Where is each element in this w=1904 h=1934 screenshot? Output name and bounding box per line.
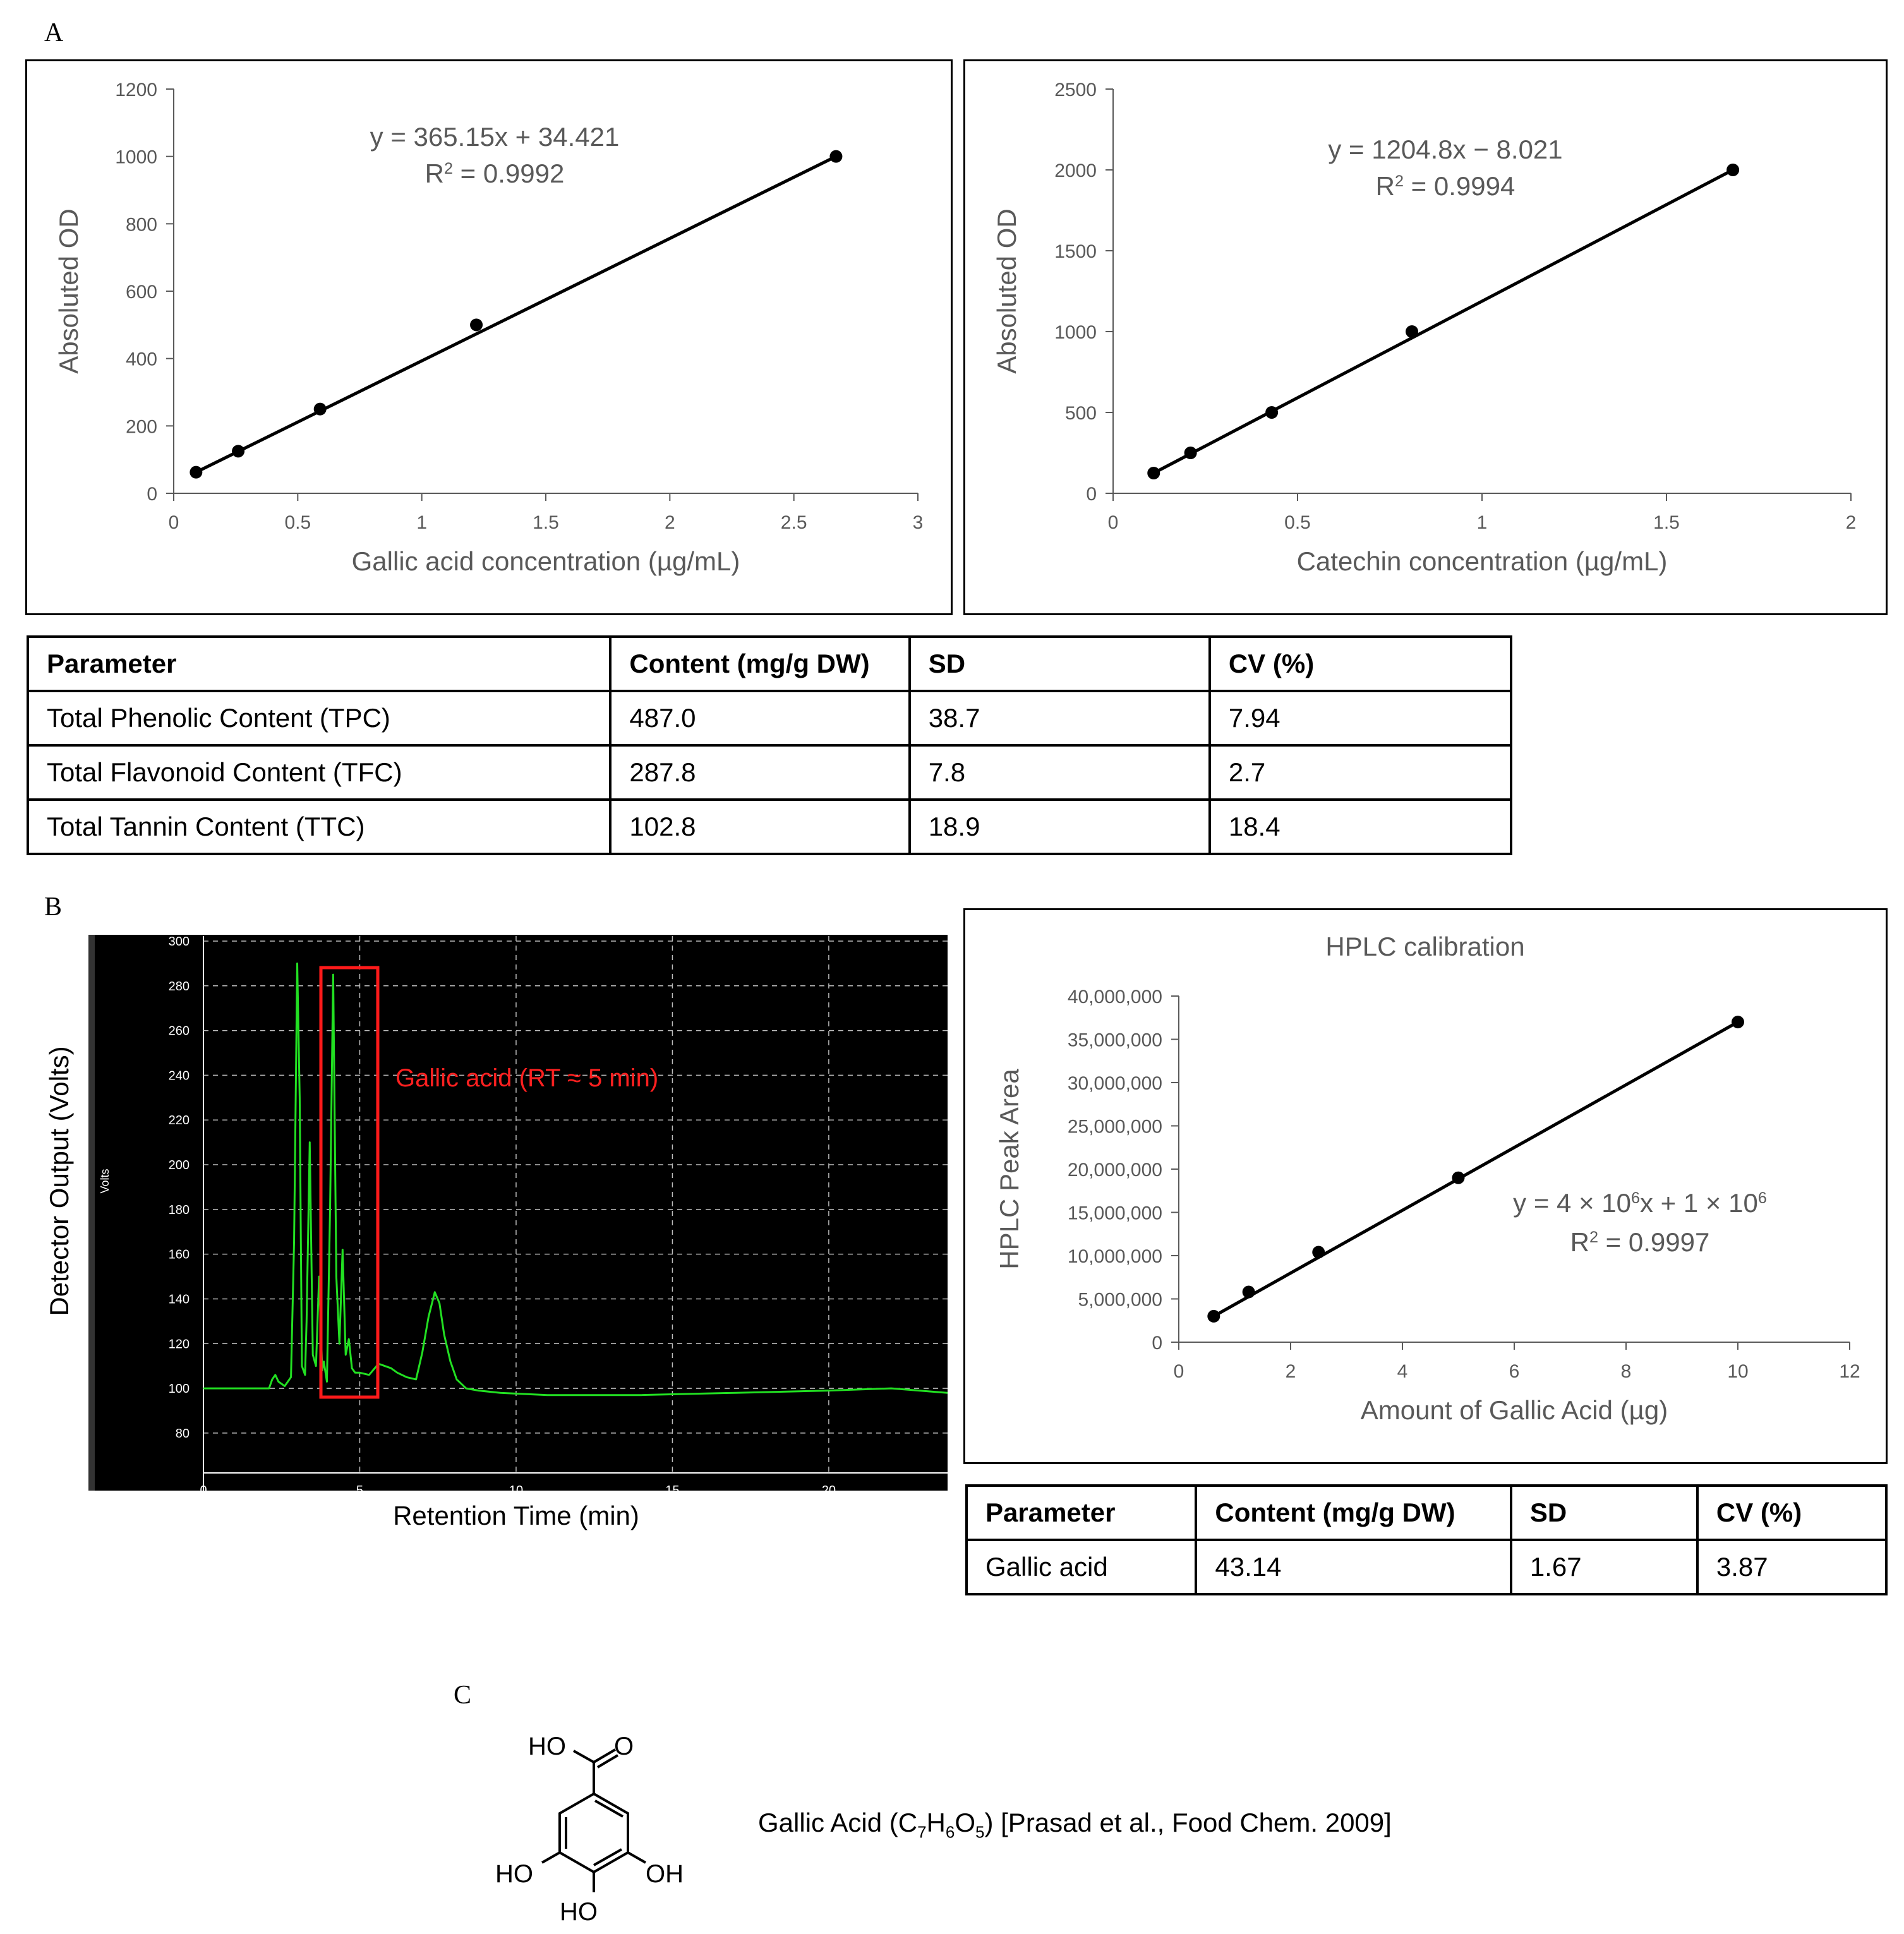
y-tick-label: 0: [147, 484, 157, 505]
r-squared-label: [1570, 1227, 1710, 1257]
benzene-ring: [542, 1750, 646, 1892]
x-tick-label: 1.5: [1653, 512, 1680, 533]
y-tick-label: 20,000,000: [1067, 1160, 1162, 1180]
x-tick-label: 2.5: [780, 512, 807, 533]
y-tick-label: 800: [125, 214, 157, 236]
plot-left-edge: [88, 935, 95, 1491]
trendline-equation: y = 1204.8x − 8.021: [1328, 135, 1563, 164]
header-content: Content (mg/g DW): [610, 637, 909, 691]
cell-content: 487.0: [610, 691, 909, 745]
label-top-o: O: [614, 1733, 634, 1760]
cell-sd: 18.9: [910, 800, 1210, 854]
hplc-calibration-chart: [963, 908, 1888, 1464]
x-tick-label: 2: [1285, 1361, 1296, 1382]
cell-parameter: Total Flavonoid Content (TFC): [28, 745, 610, 800]
structure-caption: [758, 1808, 1392, 1842]
y-tick-label: 15,000,000: [1067, 1203, 1162, 1224]
cell-cv: 3.87: [1697, 1540, 1886, 1594]
y-tick-label: 0: [1152, 1333, 1162, 1354]
x-tick-label: 3: [912, 512, 924, 533]
y-tick-label: 100: [168, 1382, 190, 1396]
y-tick-label: 240: [168, 1069, 190, 1083]
y-tick-label: 1000: [1054, 322, 1097, 343]
x-tick-label: 8: [1620, 1361, 1632, 1382]
table-row: [967, 1540, 1886, 1594]
panel-label-a: A: [44, 18, 64, 47]
header-sd: SD: [910, 637, 1210, 691]
y-axis-title: HPLC Peak Area: [994, 1069, 1024, 1270]
y-tick-label: 180: [168, 1203, 190, 1217]
header-content: Content (mg/g DW): [1196, 1486, 1510, 1540]
y-tick-label: 2000: [1054, 160, 1097, 181]
data-point: [1452, 1172, 1465, 1184]
r-squared-label-part-1: 2: [1395, 172, 1404, 190]
y-tick-label: 10,000,000: [1067, 1246, 1162, 1267]
cell-cv: 7.94: [1210, 691, 1511, 745]
x-tick-label: 0.5: [1284, 512, 1311, 533]
y-tick-label: 2500: [1054, 80, 1097, 100]
cell-sd: 38.7: [910, 691, 1210, 745]
y-tick-label: 280: [168, 979, 190, 994]
table-row: [28, 800, 1511, 854]
y-tick-label: 35,000,000: [1067, 1030, 1162, 1051]
data-point: [1732, 1016, 1744, 1028]
units-label: Volts: [99, 1168, 111, 1194]
x-tick-label: 0: [1173, 1361, 1184, 1382]
trendline-equation-part-0: y = 4 × 10: [1513, 1188, 1631, 1218]
r-squared-label-part-1: 2: [444, 160, 454, 177]
cell-parameter: Total Phenolic Content (TPC): [28, 691, 610, 745]
y-tick-label: 0: [1086, 484, 1097, 505]
x-tick-label: 1.5: [533, 512, 559, 533]
caption-ref: ) [Prasad et al., Food Chem. 2009]: [984, 1808, 1392, 1837]
y-tick-label: 260: [168, 1024, 190, 1038]
data-point: [1207, 1310, 1220, 1323]
data-point: [1312, 1246, 1325, 1259]
r-squared-label-part-0: R: [1570, 1227, 1589, 1257]
r-squared-label-part-1: 2: [1589, 1228, 1599, 1246]
x-axis-title: Gallic acid concentration (µg/mL): [351, 546, 740, 576]
gallic-acid-structure: [480, 1699, 733, 1934]
y-axis-title: Detector Output (Volts): [44, 1046, 74, 1316]
trendline-equation: y = 365.15x + 34.421: [370, 122, 620, 152]
y-tick-label: 220: [168, 1114, 190, 1128]
y-tick-label: 200: [125, 416, 157, 438]
x-axis-title: Amount of Gallic Acid (µg): [1360, 1395, 1668, 1425]
trendline: [1214, 1022, 1738, 1316]
table-header-row: [967, 1486, 1886, 1540]
x-tick-label: 6: [1509, 1361, 1520, 1382]
cell-sd: 1.67: [1511, 1540, 1697, 1594]
hplc-chart-svg: [965, 910, 1886, 1462]
data-point: [1243, 1286, 1255, 1299]
r-squared-label-part-2: = 0.9992: [453, 159, 565, 188]
data-point: [1184, 447, 1197, 459]
data-point: [1726, 164, 1739, 176]
cell-sd: 7.8: [910, 745, 1210, 800]
table-row: [28, 691, 1511, 745]
header-sd: SD: [1511, 1486, 1697, 1540]
data-point: [470, 318, 483, 331]
y-tick-label: 1200: [115, 80, 157, 100]
x-tick-label: 0: [168, 512, 179, 533]
y-tick-label: 40,000,000: [1067, 987, 1162, 1007]
catechin-chart-svg: [965, 61, 1886, 613]
x-tick-label: 10: [509, 1484, 524, 1498]
y-tick-label: 600: [125, 282, 157, 303]
x-tick-label: 2: [1845, 512, 1857, 533]
y-tick-label: 120: [168, 1337, 190, 1352]
y-tick-label: 1000: [115, 147, 157, 168]
data-point: [314, 403, 327, 416]
trendline-equation-part-3: 6: [1757, 1189, 1767, 1207]
caption-name: Gallic Acid (C: [758, 1808, 918, 1837]
phenolic-content-table: [27, 635, 1512, 855]
header-parameter: Parameter: [28, 637, 610, 691]
panel-label-b: B: [44, 892, 63, 922]
gallic-chart-svg: [27, 61, 951, 613]
hplc-chromatogram: [38, 928, 954, 1535]
x-tick-label: 2: [664, 512, 675, 533]
x-tick-label: 0.5: [284, 512, 311, 533]
x-tick-label: 12: [1839, 1361, 1860, 1382]
header-cv: CV (%): [1697, 1486, 1886, 1540]
y-tick-label: 25,000,000: [1067, 1116, 1162, 1138]
caption-sub-o: 5: [975, 1822, 985, 1842]
caption-sub-h: 6: [945, 1822, 955, 1842]
gallic-acid-annotation: Gallic acid (RT ≈ 5 min): [395, 1064, 659, 1092]
data-point: [1147, 467, 1160, 479]
r-squared-label: [425, 159, 565, 188]
y-axis-title: Absoluted OD: [992, 208, 1021, 374]
cell-parameter: Total Tannin Content (TTC): [28, 800, 610, 854]
x-tick-label: 10: [1727, 1361, 1749, 1382]
gallic-acid-table: [965, 1484, 1888, 1595]
data-point: [232, 445, 244, 457]
x-tick-label: 1: [416, 512, 428, 533]
x-tick-label: 4: [1397, 1361, 1408, 1382]
y-tick-label: 400: [125, 349, 157, 370]
r-squared-label: [1376, 171, 1515, 201]
cell-content: 102.8: [610, 800, 909, 854]
catechin-calibration-chart: [963, 59, 1888, 615]
data-point: [1406, 325, 1418, 338]
caption-h: H: [926, 1808, 946, 1837]
header-cv: CV (%): [1210, 637, 1511, 691]
data-point: [190, 466, 202, 479]
r-squared-label-part-2: = 0.9997: [1598, 1227, 1710, 1257]
y-tick-label: 300: [168, 935, 190, 949]
header-parameter: Parameter: [967, 1486, 1196, 1540]
label-top-ho: HO: [528, 1733, 566, 1760]
r-squared-label-part-0: R: [425, 159, 444, 188]
x-tick-label: 0: [1107, 512, 1119, 533]
cell-content: 43.14: [1196, 1540, 1510, 1594]
x-tick-label: 15: [665, 1484, 680, 1498]
y-tick-label: 500: [1064, 403, 1097, 424]
x-tick-label: 0: [200, 1484, 207, 1498]
trendline: [196, 157, 836, 472]
table-header-row: [28, 637, 1511, 691]
trendline: [1154, 170, 1733, 473]
caption-sub-c: 7: [917, 1822, 927, 1842]
data-point: [829, 150, 842, 163]
y-tick-label: 160: [168, 1247, 190, 1262]
y-tick-label: 5,000,000: [1078, 1289, 1162, 1311]
panel-label-c: C: [454, 1681, 472, 1710]
r-squared-label-part-0: R: [1375, 171, 1395, 201]
label-bottom-ho: HO: [560, 1898, 598, 1926]
gallic-acid-calibration-chart: [25, 59, 953, 615]
plot-background: [88, 935, 948, 1491]
trendline-equation: [1513, 1188, 1767, 1218]
cell-content: 287.8: [610, 745, 909, 800]
label-right-oh: OH: [646, 1860, 684, 1888]
y-tick-label: 80: [175, 1426, 190, 1441]
caption-o: O: [955, 1808, 976, 1837]
y-axis-title: Absoluted OD: [54, 208, 83, 374]
trendline-equation-part-1: 6: [1630, 1189, 1640, 1207]
r-squared-label-part-2: = 0.9994: [1404, 171, 1515, 201]
cell-cv: 18.4: [1210, 800, 1511, 854]
x-tick-label: 5: [356, 1484, 364, 1498]
y-tick-label: 1500: [1054, 241, 1097, 262]
y-tick-label: 30,000,000: [1067, 1073, 1162, 1094]
label-left-ho: HO: [495, 1860, 533, 1888]
x-tick-label: 20: [821, 1484, 836, 1498]
x-axis-title: Retention Time (min): [393, 1501, 639, 1530]
x-tick-label: 1: [1476, 512, 1488, 533]
data-point: [1265, 406, 1278, 419]
trendline-equation-part-2: x + 1 × 10: [1640, 1188, 1758, 1218]
cell-cv: 2.7: [1210, 745, 1511, 800]
y-tick-label: 200: [168, 1158, 190, 1173]
chart-title: HPLC calibration: [1325, 932, 1525, 961]
x-axis-title: Catechin concentration (µg/mL): [1296, 546, 1668, 576]
cell-parameter: Gallic acid: [967, 1540, 1196, 1594]
table-row: [28, 745, 1511, 800]
y-tick-label: 140: [168, 1292, 190, 1307]
